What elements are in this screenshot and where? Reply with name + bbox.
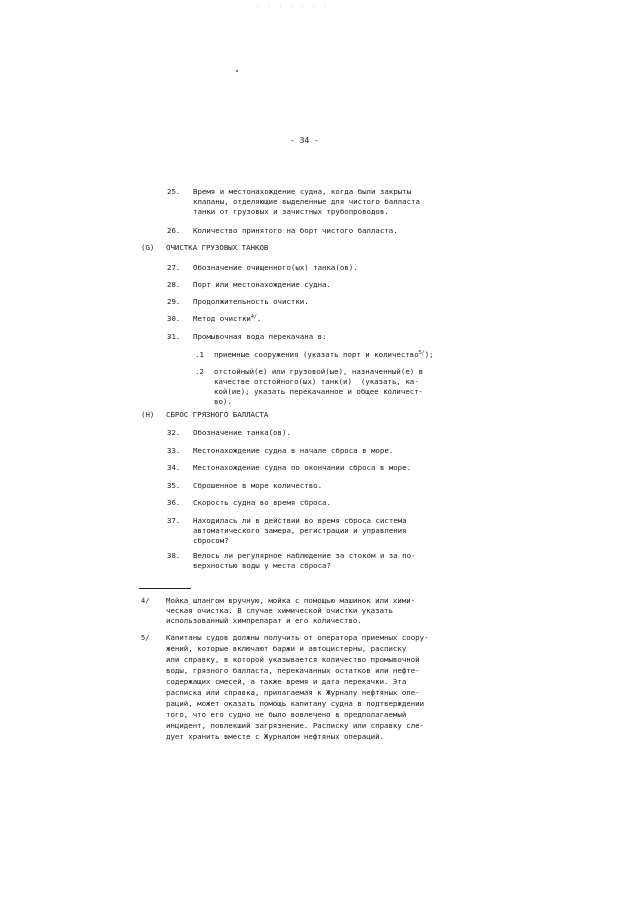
item-text-line: Время и местонахождение судна, когда были закрыты bbox=[193, 187, 412, 196]
footnote-text-line: жений, которые включают баржи и автоцистерны, расписку bbox=[166, 644, 407, 653]
footnote-mark: 4/ bbox=[141, 597, 150, 605]
item-number: 28. bbox=[167, 280, 181, 289]
item-number: 33. bbox=[167, 446, 181, 455]
item-text-line: Обозначение танка(ов). bbox=[193, 428, 291, 437]
item-number: 29. bbox=[167, 297, 181, 306]
footnote-text-line: содержащих смесей, а также время и дата перекачки. Эта bbox=[166, 677, 407, 686]
footnote-ref: 4/ bbox=[250, 314, 257, 320]
item-number: 38. bbox=[167, 551, 181, 560]
item-number: 36. bbox=[167, 498, 181, 507]
footnote-text-line: раций, может оказать помощь капитану судна в подтверждении bbox=[166, 699, 425, 708]
section-title: ОЧИСТКА ГРУЗОВЫХ ТАНКОВ bbox=[166, 243, 269, 252]
item-text-line: верхностью воды у места сброса? bbox=[193, 561, 331, 570]
item-number: 27. bbox=[167, 263, 181, 272]
footnote-text-line: Капитаны судов должны получить от оператора приемных соору- bbox=[166, 633, 429, 642]
page-number: - 34 - bbox=[290, 136, 319, 145]
section-letter: (G) bbox=[141, 243, 155, 252]
item-number: 25. bbox=[167, 187, 181, 196]
section-title: СБРОС ГРЯЗНОГО БАЛЛАСТА bbox=[166, 410, 269, 419]
item-text-line: танки от грузовых и зачистных трубопроводов. bbox=[193, 207, 389, 216]
footnote-text-line: инцидент, повлекший загрязнение. Расписку или справку сле- bbox=[166, 721, 425, 730]
item-text-tail: . bbox=[256, 314, 262, 323]
footnote-text-line: дует хранить вместе с Журналом нефтяных операций. bbox=[166, 732, 385, 741]
item-text-line: Скорость судна во время сброса. bbox=[193, 498, 331, 507]
item-number: 30. bbox=[167, 314, 181, 323]
item-text-line: Промывочная вода перекачана в: bbox=[193, 332, 327, 341]
item-text-line: Местонахождение судна по окончании сброса в море. bbox=[193, 463, 412, 472]
item-number: 35. bbox=[167, 481, 181, 490]
footnote-text-line: Мойка шлангом вручную, мойка с помощью машинок или хими- bbox=[166, 596, 416, 605]
footnote-text-line: воды, грязного балласта, перекачанных остатков или нефте- bbox=[166, 666, 420, 675]
item-text-line: сбросом? bbox=[193, 536, 229, 545]
item-text-line: Местонахождение судна в начале сброса в море. bbox=[193, 446, 394, 455]
item-text-line: Обозначение очищенного(ых) танка(ов). bbox=[193, 263, 358, 272]
header-noise: · · · · · · · bbox=[256, 3, 329, 10]
footnote-ref: 5/ bbox=[418, 350, 425, 356]
footnote-text-line: того, что его судно не было вовлечено в предполагаемый bbox=[166, 710, 407, 719]
scan-speck bbox=[236, 70, 238, 72]
footnote-divider bbox=[139, 588, 191, 589]
sub-item-number: .2 bbox=[195, 367, 204, 376]
item-text-line: Находилась ли в действии во время сброса система bbox=[193, 516, 407, 525]
footnote-text-line: использованный химпрепарат и его количество. bbox=[166, 616, 362, 625]
sub-item-text-line bbox=[214, 350, 434, 361]
sub-item-text-line: кой(ие); указать перекачанное и общее количест- bbox=[214, 387, 424, 396]
item-number: 26. bbox=[167, 226, 181, 235]
footnote-text-line: или справку, в которой указывается количество промывочной bbox=[166, 655, 420, 664]
item-text: Метод очистки bbox=[193, 314, 251, 323]
item-text-line: Сброшенное в море количество. bbox=[193, 481, 323, 490]
sub-item-text: приемные сооружения (указать порт и количество bbox=[214, 350, 419, 359]
item-number: 31. bbox=[167, 332, 181, 341]
sub-item-number: .1 bbox=[195, 350, 204, 359]
item-text-line: клапаны, отделяющие выделенные для чистого балласта bbox=[193, 197, 420, 206]
sub-item-text-line: отстойный(е) или грузовой(ые), назначенный(е) в bbox=[214, 367, 424, 376]
item-text-line: автоматического замера, регистрации и управления bbox=[193, 526, 407, 535]
sub-item-text-tail: ); bbox=[424, 350, 434, 359]
footnote-text-line: расписка или справка, прилагаемая к Журналу нефтяных опе- bbox=[166, 688, 420, 697]
item-text-line: Порт или местонахождение судна. bbox=[193, 280, 331, 289]
section-letter: (H) bbox=[141, 410, 155, 419]
item-number: 34. bbox=[167, 463, 181, 472]
sub-item-text-line: качестве отстойного(ых) танк(и) (указать, ка- bbox=[214, 377, 419, 386]
item-text-line: Количество принятого на борт чистого балласта. bbox=[193, 226, 398, 235]
footnote-mark: 5/ bbox=[141, 634, 150, 642]
item-number: 37. bbox=[167, 516, 181, 525]
item-text-line: Продолжительность очистки. bbox=[193, 297, 309, 306]
item-text-line bbox=[193, 314, 261, 325]
item-text-line: Велось ли регулярное наблюдение за стоком и за по- bbox=[193, 551, 416, 560]
footnote-text-line: ческая очистка. В случае химической очистки указать bbox=[166, 606, 393, 615]
sub-item-text-line: во). bbox=[214, 397, 232, 406]
item-number: 32. bbox=[167, 428, 181, 437]
